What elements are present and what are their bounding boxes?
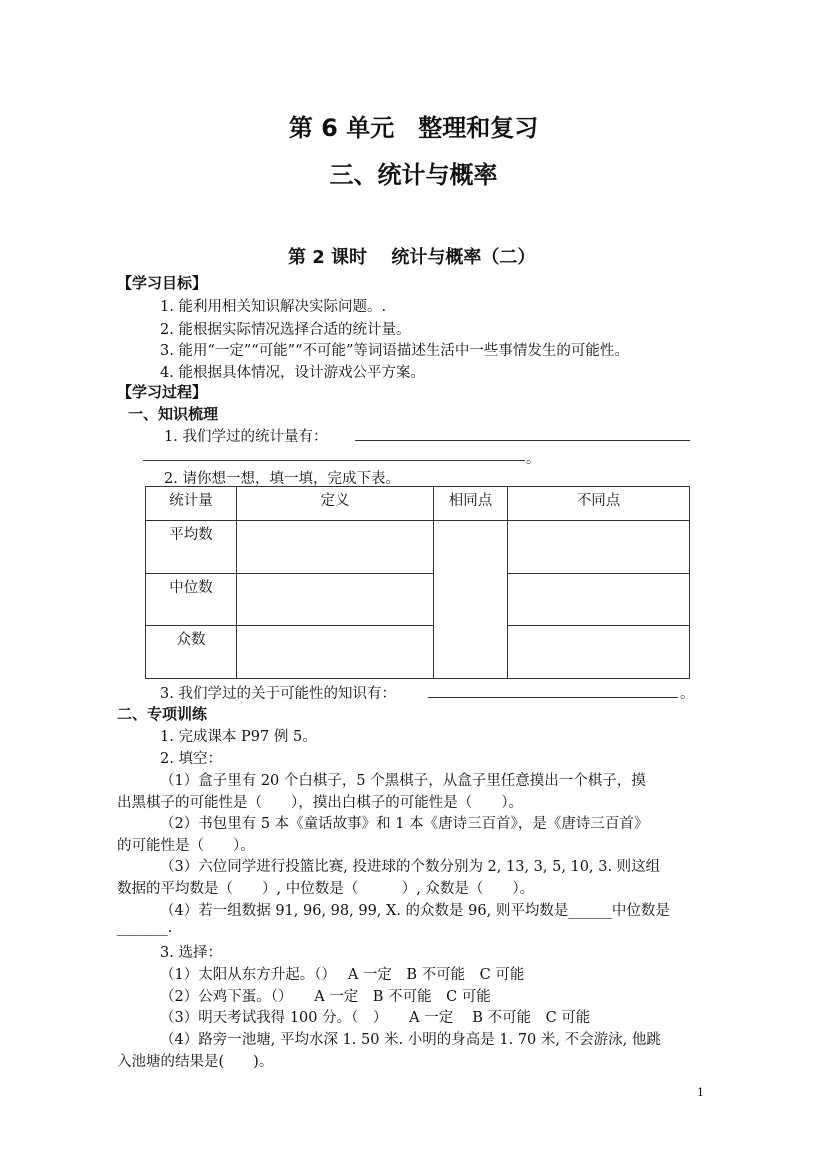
answer-line-3[interactable] bbox=[428, 697, 678, 698]
process-heading: 【学习过程】 bbox=[117, 383, 208, 401]
table-row-mean: 平均数 bbox=[146, 521, 237, 574]
section-training: 二、专项训练 bbox=[117, 705, 208, 723]
table-cell-mean-definition[interactable] bbox=[237, 521, 434, 574]
training-item-2: 2. 填空： bbox=[160, 751, 222, 767]
fill-line-6: 数据的平均数是（ ）, 中位数是（ ）, 众数是（ ）。 bbox=[117, 881, 535, 897]
goals-heading: 【学习目标】 bbox=[117, 274, 208, 292]
table-row-mode: 众数 bbox=[146, 626, 237, 679]
fill-line-4: 的可能性是（ ）。 bbox=[117, 838, 255, 854]
page-number: 1 bbox=[697, 1086, 704, 1099]
table-header-difference: 不同点 bbox=[508, 487, 690, 521]
goal-item-3: 3. 能用“一定”“可能”“不可能”等词语描述生活中一些事情发生的可能性。 bbox=[160, 343, 629, 359]
lesson-title: 第 2 课时 统计与概率（二） bbox=[288, 247, 536, 268]
question-1-end: 。 bbox=[526, 451, 541, 467]
statistics-table bbox=[145, 486, 690, 679]
answer-line-1b[interactable] bbox=[143, 460, 525, 461]
fill-line-5: （3）六位同学进行投篮比赛, 投进球的个数分别为 2, 13, 3, 5, 10, 3. 则这组 bbox=[160, 859, 661, 875]
fill-line-7: （4）若一组数据 91, 96, 98, 99, X. 的众数是 96, 则平均数是______中位数是 bbox=[160, 903, 670, 919]
table-header-statistic: 统计量 bbox=[146, 487, 237, 521]
table-cell-similarity[interactable] bbox=[434, 521, 508, 679]
page-subtitle: 三、统计与概率 bbox=[329, 161, 498, 189]
table-cell-median-difference[interactable] bbox=[508, 574, 690, 626]
question-1: 1. 我们学过的统计量有： bbox=[164, 429, 328, 445]
goal-item-4: 4. 能根据具体情况，设计游戏公平方案。 bbox=[160, 365, 425, 381]
choice-4-continued: 入池塘的结果是( )。 bbox=[117, 1054, 274, 1070]
question-3: 3. 我们学过的关于可能性的知识有： bbox=[160, 686, 396, 702]
table-cell-median-definition[interactable] bbox=[237, 574, 434, 626]
goal-item-2: 2. 能根据实际情况选择合适的统计量。 bbox=[160, 322, 411, 338]
table-row-median: 中位数 bbox=[146, 574, 237, 626]
table-header-definition: 定义 bbox=[237, 487, 434, 521]
training-item-1: 1. 完成课本 P97 例 5。 bbox=[160, 729, 317, 745]
answer-line-1a[interactable] bbox=[355, 440, 690, 441]
choice-2: （2）公鸡下蛋。（） A 一定 B 不可能 C 可能 bbox=[160, 989, 491, 1005]
fill-line-1: （1）盒子里有 20 个白棋子，5 个黑棋子，从盒子里任意摸出一个棋子，摸 bbox=[160, 773, 646, 789]
table-cell-mode-definition[interactable] bbox=[237, 626, 434, 679]
training-item-3: 3. 选择： bbox=[160, 945, 222, 961]
fill-line-3: （2）书包里有 5 本《童话故事》和 1 本《唐诗三百首》，是《唐诗三百首》 bbox=[160, 816, 649, 832]
page-title: 第 6 单元 整理和复习 bbox=[288, 114, 539, 142]
section-knowledge: 一、知识梳理 bbox=[128, 405, 219, 423]
table-cell-mode-difference[interactable] bbox=[508, 626, 690, 679]
choice-3: （3）明天考试我得 100 分。（ ） A 一定 B 不可能 C 可能 bbox=[160, 1010, 591, 1026]
choice-4: （4）路旁一池塘, 平均水深 1. 50 米. 小明的身高是 1. 70 米, 不会游泳, 他跳 bbox=[160, 1032, 661, 1048]
table-header-similarity: 相同点 bbox=[434, 487, 508, 521]
fill-line-8: _______. bbox=[117, 920, 173, 936]
choice-1: （1）太阳从东方升起。（） A 一定 B 不可能 C 可能 bbox=[160, 967, 525, 983]
table-cell-mean-difference[interactable] bbox=[508, 521, 690, 574]
goal-item-1: 1. 能利用相关知识解决实际问题。. bbox=[160, 299, 387, 315]
question-3-end: 。 bbox=[680, 686, 695, 702]
fill-line-2: 出黑棋子的可能性是（ ），摸出白棋子的可能性是（ ）。 bbox=[117, 795, 523, 811]
question-2: 2. 请你想一想，填一填，完成下表。 bbox=[164, 471, 400, 487]
